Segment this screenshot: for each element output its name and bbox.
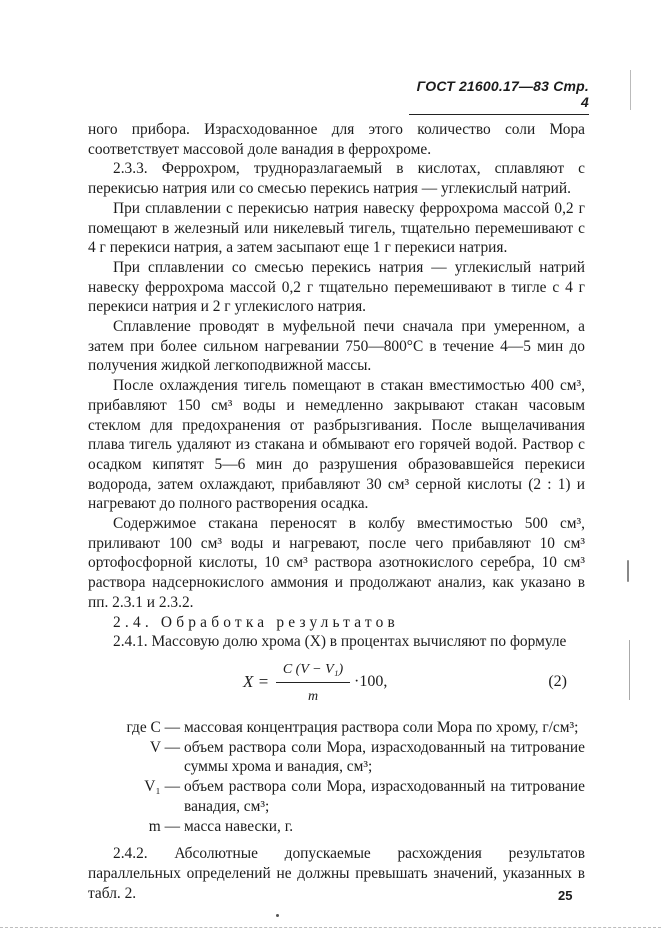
paragraph: 2.4.2. Абсолютные допускаемые расхождения результатов параллельных определений не должны превышать значений, указанных в табл. 2.	[88, 845, 585, 902]
formula-multiplier: ·100,	[354, 672, 388, 690]
legend-definition: масса навески, г.	[184, 817, 294, 835]
legend-symbol: V₁ —	[144, 778, 180, 796]
legend-row	[88, 817, 585, 837]
paragraph: При сплавлении со смесью перекись натрия — углекислый натрий навеску феррохрома массой 0,2 г тщательно перемешивают в тигле с 4 г перекиси натрия и 2 г углекислого натрия.	[88, 258, 585, 316]
legend-row	[88, 718, 585, 738]
formula-numerator: C (V − V₁)	[276, 660, 350, 683]
formula-denominator: m	[307, 688, 319, 704]
paragraph: При сплавлении с перекисью натрия навеску феррохрома массой 0,2 г помещают в железный или никелевый тигель, тщательно перемешивают с 4 г перекиси натрия, а затем засыпают еще 1 г перекиси натрия.	[88, 199, 585, 257]
paragraph: После охлаждения тигель помещают в стакан вместимостью 400 см³, прибавляют 150 см³ воды и немедленно закрывают стакан часовым стеклом для предохранения от разбрызгивания. После выщелачивания плава тигель удаляют из стакана и обмывают его горячей водой. Раствор с осадком кипятят 5—6 мин до разрушения образовавшейся перекиси водорода, затем охлаждают, прибавляют 30 см³ серной кислоты (2 : 1) и нагревают до полного растворения осадка.	[88, 377, 585, 513]
legend-definition: массовая концентрация раствора соли Мора по хрому, г/см³;	[184, 718, 579, 736]
formula-lhs: X =	[243, 671, 270, 691]
formula-2	[88, 658, 585, 714]
legend-symbol: m —	[148, 817, 180, 835]
formula-fraction	[276, 660, 350, 706]
legend-row	[88, 738, 585, 777]
formula-legend	[88, 718, 585, 836]
legend-definition: объем раствора соли Мора, израсходованный на титрование ванадия, см³;	[184, 778, 585, 815]
scan-edge-line	[0, 927, 661, 930]
paragraph: Содержимое стакана переносят в колбу вместимостью 500 см³, приливают 100 см³ воды и нагревают, после чего прибавляют 10 см³ ортофосфорной кислоты, 10 см³ раствора азотнокислого серебра, 10 см³ раствора надсернокислого аммония и продолжают анализ, как указано в пп. 2.3.1 и 2.3.2.	[88, 515, 585, 611]
legend-symbol: где C —	[126, 718, 180, 736]
running-header: ГОСТ 21600.17—83 Стр. 4	[409, 78, 589, 115]
scan-mark	[629, 640, 630, 700]
paragraph: Сплавление проводят в муфельной печи сначала при умеренном, а затем при более сильном нагревании 750—800°С в течение 4—5 мин до получения жидкой легкоподвижной массы.	[88, 318, 585, 375]
document-body	[88, 120, 585, 903]
scan-mark	[630, 70, 631, 110]
paragraph: ного прибора. Израсходованное для этого количество соли Мора соответствует массовой доле ванадия в феррохроме.	[88, 121, 585, 158]
formula-number: (2)	[548, 672, 567, 690]
paragraph: 2.4.1. Массовую долю хрома (X) в процентах вычисляют по формуле	[113, 633, 567, 651]
page-number: 25	[558, 888, 573, 903]
section-heading: 2.4. Обработка результатов	[113, 613, 400, 631]
legend-symbol: V —	[149, 738, 180, 756]
scan-speck	[276, 914, 279, 917]
scan-mark	[627, 560, 629, 582]
legend-definition: объем раствора соли Мора, израсходованный на титрование суммы хрома и ванадия, см³;	[184, 738, 585, 776]
legend-row	[88, 777, 585, 816]
paragraph: 2.3.3. Феррохром, трудноразлагаемый в кислотах, сплавляют с перекисью натрия или со смесью перекись натрия — углекислый натрий.	[88, 160, 585, 198]
